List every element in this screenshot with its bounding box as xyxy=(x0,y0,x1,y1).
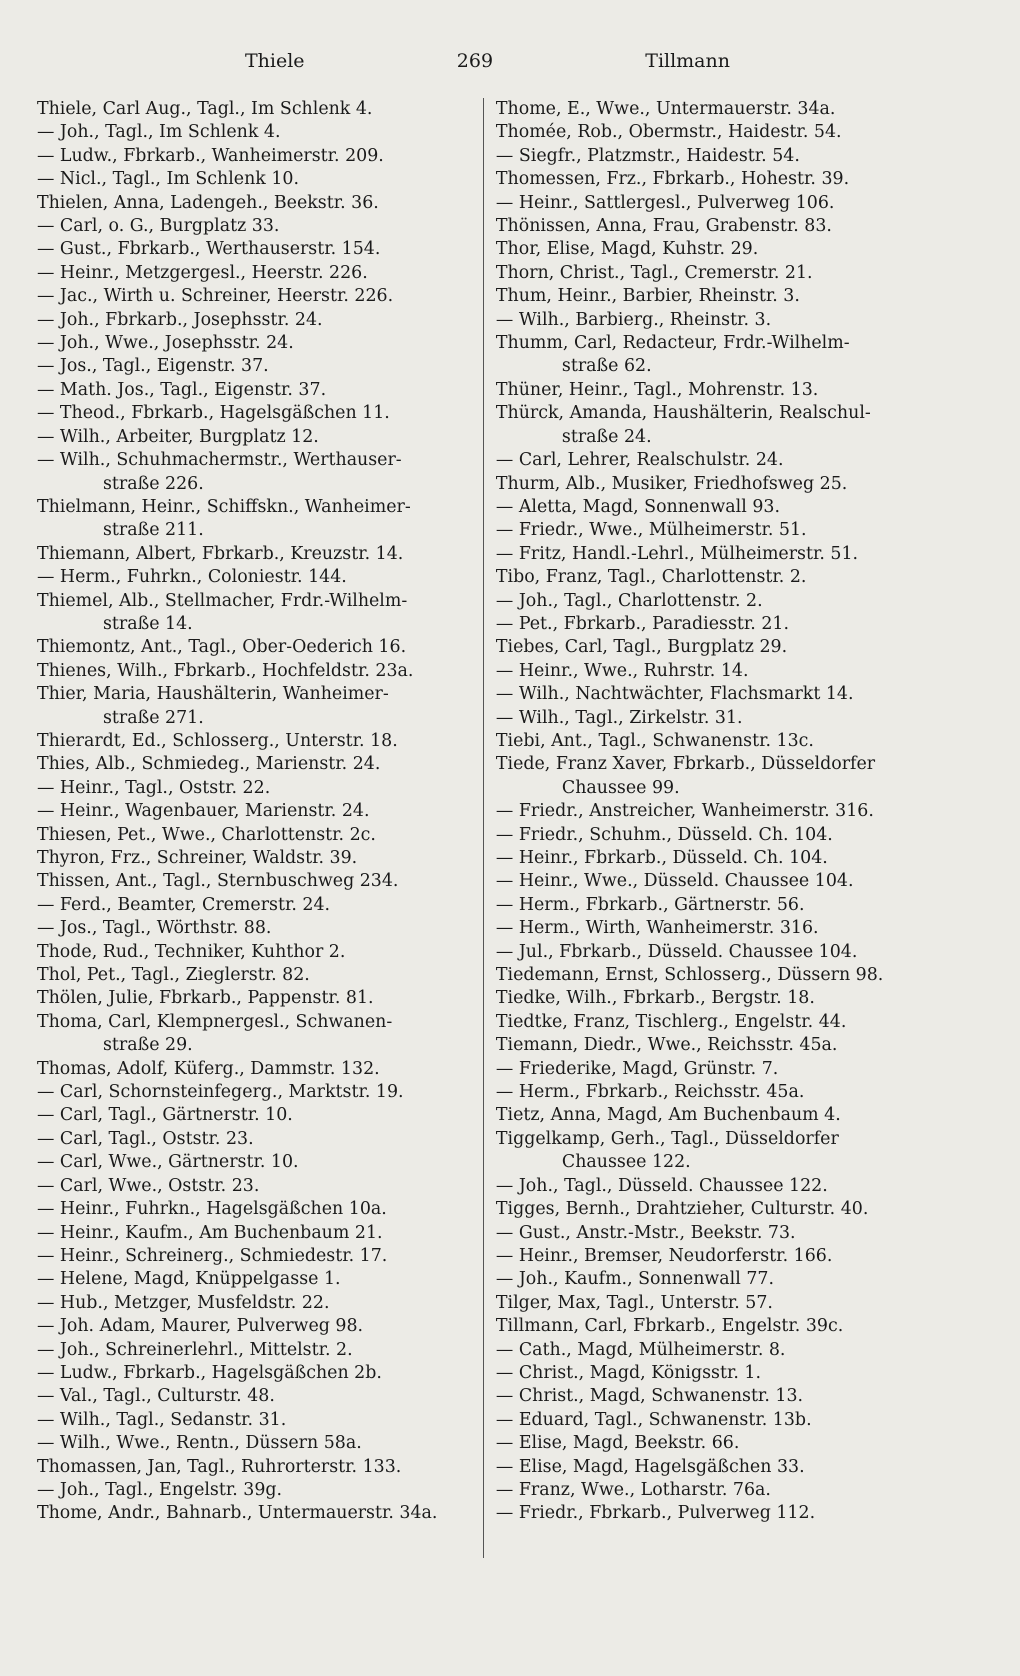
entry-text: — Nicl., Tagl., Im Schlenk 10. xyxy=(37,169,299,190)
directory-entry xyxy=(37,730,473,753)
entry-text: Tillmann, Carl, Fbrkarb., Engelstr. 39c. xyxy=(495,1316,844,1337)
directory-entry xyxy=(496,870,927,893)
entry-text: — Wilh., Arbeiter, Burgplatz 12. xyxy=(37,426,319,447)
directory-entry xyxy=(37,800,473,823)
directory-entry xyxy=(496,683,927,706)
entry-text: — Christ., Magd, Königsstr. 1. xyxy=(495,1362,761,1383)
entry-text: — Val., Tagl., Culturstr. 48. xyxy=(37,1386,275,1407)
directory-entry xyxy=(496,262,927,285)
left-column xyxy=(37,98,484,1558)
entry-text: — Elise, Magd, Beekstr. 66. xyxy=(495,1433,740,1454)
entry-text: Thienes, Wilh., Fbrkarb., Hochfeldstr. 23a. xyxy=(37,660,414,681)
directory-entry xyxy=(496,1432,927,1455)
entry-text: — Ferd., Beamter, Cremerstr. 24. xyxy=(37,894,331,915)
directory-entry xyxy=(496,449,927,472)
directory-entry xyxy=(37,870,473,893)
entry-text: — Joh., Wwe., Josephsstr. 24. xyxy=(37,333,294,354)
directory-entry xyxy=(37,238,473,261)
directory-entry xyxy=(496,519,927,542)
entry-text: — Hub., Metzger, Musfeldstr. 22. xyxy=(37,1292,330,1313)
directory-entry xyxy=(496,1058,927,1081)
entry-text: — Friedr., Schuhm., Düsseld. Ch. 104. xyxy=(495,824,833,845)
directory-entry xyxy=(37,309,473,332)
entry-text: Thiemann, Albert, Fbrkarb., Kreuzstr. 14. xyxy=(37,543,404,564)
directory-entry xyxy=(496,1245,927,1268)
directory-entry xyxy=(37,1175,473,1198)
entry-text: Thiemel, Alb., Stellmacher, Frdr.-Wilhelm- xyxy=(37,590,408,611)
entry-text: — Joh., Tagl., Im Schlenk 4. xyxy=(37,122,281,143)
entry-text: Thumm, Carl, Redacteur, Frdr.-Wilhelm- xyxy=(495,333,850,354)
directory-entry xyxy=(496,332,927,379)
directory-entry xyxy=(37,824,473,847)
directory-entry xyxy=(37,636,473,659)
directory-entry xyxy=(37,941,473,964)
directory-entry xyxy=(496,543,927,566)
directory-entry xyxy=(496,121,927,144)
entry-text: — Wilh., Schuhmachermstr., Werthauser- xyxy=(37,450,402,471)
entry-text: — Joh., Schreinerlehrl., Mittelstr. 2. xyxy=(37,1339,353,1360)
entry-text: Thomessen, Frz., Fbrkarb., Hohestr. 39. xyxy=(495,169,850,190)
directory-entry xyxy=(37,355,473,378)
directory-entry xyxy=(496,1034,927,1057)
entry-continuation: straße 226. xyxy=(103,473,204,494)
entry-text: Tiedtke, Franz, Tischlerg., Engelstr. 44. xyxy=(495,1011,847,1032)
entry-text: Thielen, Anna, Ladengeh., Beekstr. 36. xyxy=(37,192,379,213)
directory-entry xyxy=(37,1011,473,1058)
directory-entry xyxy=(37,590,473,637)
entry-text: — Aletta, Magd, Sonnenwall 93. xyxy=(495,496,780,517)
directory-entry xyxy=(496,1456,927,1479)
directory-entry xyxy=(37,1198,473,1221)
directory-entry xyxy=(37,1432,473,1455)
entry-text: — Carl, Wwe., Gärtnerstr. 10. xyxy=(37,1152,299,1173)
directory-entry xyxy=(496,1104,927,1127)
directory-entry xyxy=(37,1268,473,1291)
directory-entry xyxy=(37,1315,473,1338)
entry-text: Thum, Heinr., Barbier, Rheinstr. 3. xyxy=(495,286,800,307)
entry-text: — Jos., Tagl., Wörthstr. 88. xyxy=(37,918,272,939)
directory-entry xyxy=(496,566,927,589)
entry-text: — Herm., Fbrkarb., Reichsstr. 45a. xyxy=(495,1082,805,1103)
directory-entry xyxy=(37,847,473,870)
entry-text: — Joh., Fbrkarb., Josephsstr. 24. xyxy=(37,309,323,330)
entry-text: — Joh., Tagl., Charlottenstr. 2. xyxy=(495,590,763,611)
directory-entry xyxy=(37,402,473,425)
directory-entry xyxy=(496,824,927,847)
directory-entry xyxy=(496,1268,927,1291)
directory-entry xyxy=(496,1502,927,1525)
directory-entry xyxy=(496,1362,927,1385)
entry-text: — Jos., Tagl., Eigenstr. 37. xyxy=(37,356,269,377)
entry-text: — Joh., Tagl., Düsseld. Chaussee 122. xyxy=(495,1175,828,1196)
directory-entry xyxy=(496,964,927,987)
entry-text: Thomassen, Jan, Tagl., Ruhrorterstr. 133. xyxy=(37,1456,402,1477)
directory-entry xyxy=(496,1222,927,1245)
entry-text: — Herm., Fbrkarb., Gärtnerstr. 56. xyxy=(495,894,805,915)
entry-text: Thoma, Carl, Klempnergesl., Schwanen- xyxy=(37,1011,393,1032)
entry-text: Tiemann, Diedr., Wwe., Reichsstr. 45a. xyxy=(495,1035,838,1056)
directory-entry xyxy=(496,1339,927,1362)
entry-continuation: straße 271. xyxy=(103,707,204,728)
entry-text: — Wilh., Barbierg., Rheinstr. 3. xyxy=(495,309,772,330)
entry-text: — Carl, o. G., Burgplatz 33. xyxy=(37,216,280,237)
entry-text: — Heinr., Tagl., Oststr. 22. xyxy=(37,777,271,798)
directory-entry xyxy=(496,800,927,823)
directory-entry xyxy=(37,1385,473,1408)
entry-text: Thönissen, Anna, Frau, Grabenstr. 83. xyxy=(495,216,832,237)
entry-text: Thielmann, Heinr., Schiffskn., Wanheimer- xyxy=(37,496,411,517)
directory-entry xyxy=(37,964,473,987)
entry-text: Thome, E., Wwe., Untermauerstr. 34a. xyxy=(495,99,836,119)
entry-text: Tiggelkamp, Gerh., Tagl., Düsseldorfer xyxy=(495,1128,839,1149)
directory-entry xyxy=(496,941,927,964)
entry-text: — Heinr., Kaufm., Am Buchenbaum 21. xyxy=(37,1222,383,1243)
entry-text: — Heinr., Metzgergesl., Heerstr. 226. xyxy=(37,262,368,283)
entry-text: — Ludw., Fbrkarb., Hagelsgäßchen 2b. xyxy=(37,1362,382,1383)
entry-continuation: straße 29. xyxy=(103,1035,193,1056)
entry-text: Thiemontz, Ant., Tagl., Ober-Oederich 16. xyxy=(37,637,407,658)
entry-text: Tiede, Franz Xaver, Fbrkarb., Düsseldorfer xyxy=(495,754,876,775)
entry-text: — Math. Jos., Tagl., Eigenstr. 37. xyxy=(37,379,327,400)
directory-entry xyxy=(496,707,927,730)
page-header xyxy=(40,50,730,80)
directory-entry xyxy=(496,1081,927,1104)
right-column xyxy=(484,98,927,1558)
directory-entry xyxy=(496,192,927,215)
entry-text: — Carl, Lehrer, Realschulstr. 24. xyxy=(495,450,784,471)
entry-text: Thurm, Alb., Musiker, Friedhofsweg 25. xyxy=(495,473,848,494)
directory-entry xyxy=(37,262,473,285)
entry-text: — Fritz, Handl.-Lehrl., Mülheimerstr. 51. xyxy=(495,543,859,564)
directory-entry xyxy=(37,1245,473,1268)
directory-entry xyxy=(496,753,927,800)
entry-text: Tiebes, Carl, Tagl., Burgplatz 29. xyxy=(495,637,788,658)
directory-entry xyxy=(37,121,473,144)
directory-entry xyxy=(37,683,473,730)
directory-entry xyxy=(496,730,927,753)
directory-entry xyxy=(37,1222,473,1245)
directory-entry xyxy=(37,1128,473,1151)
directory-entry xyxy=(496,402,927,449)
entry-continuation: Chaussee 122. xyxy=(561,1152,691,1173)
entry-text: Thol, Pet., Tagl., Zieglerstr. 82. xyxy=(37,965,310,986)
directory-entry xyxy=(496,613,927,636)
directory-entry xyxy=(496,917,927,940)
entry-text: — Heinr., Schreinerg., Schmiedestr. 17. xyxy=(37,1245,388,1266)
entry-continuation: straße 62. xyxy=(561,356,652,377)
entry-text: — Friedr., Fbrkarb., Pulverweg 112. xyxy=(495,1503,816,1524)
entry-text: — Herm., Wirth, Wanheimerstr. 316. xyxy=(495,918,819,939)
entry-text: Tibo, Franz, Tagl., Charlottenstr. 2. xyxy=(495,567,807,588)
entry-text: Thissen, Ant., Tagl., Sternbuschweg 234. xyxy=(37,871,399,892)
entry-text: — Theod., Fbrkarb., Hagelsgäßchen 11. xyxy=(37,403,390,424)
entry-text: Thorn, Christ., Tagl., Cremerstr. 21. xyxy=(495,262,813,283)
directory-entry xyxy=(37,1479,473,1502)
directory-entry xyxy=(37,449,473,496)
directory-entry xyxy=(37,660,473,683)
entry-text: — Eduard, Tagl., Schwanenstr. 13b. xyxy=(495,1409,812,1430)
directory-entry xyxy=(37,1081,473,1104)
directory-entry xyxy=(37,379,473,402)
entry-continuation: straße 24. xyxy=(561,426,652,447)
entry-text: — Joh., Tagl., Engelstr. 39g. xyxy=(37,1479,283,1500)
entry-text: Thier, Maria, Haushälterin, Wanheimer- xyxy=(37,684,389,705)
entry-text: — Franz, Wwe., Lotharstr. 76a. xyxy=(495,1479,771,1500)
entry-text: Thierardt, Ed., Schlosserg., Unterstr. 18. xyxy=(37,730,398,751)
directory-entry xyxy=(496,636,927,659)
entry-text: — Herm., Fuhrkn., Coloniestr. 144. xyxy=(37,567,347,588)
entry-text: — Heinr., Wwe., Düsseld. Chaussee 104. xyxy=(495,871,854,892)
directory-entry xyxy=(496,1479,927,1502)
entry-text: — Cath., Magd, Mülheimerstr. 8. xyxy=(495,1339,786,1360)
entry-text: — Heinr., Sattlergesl., Pulverweg 106. xyxy=(495,192,835,213)
entry-text: — Carl, Tagl., Oststr. 23. xyxy=(37,1128,254,1149)
directory-entry xyxy=(37,1502,473,1525)
directory-entry xyxy=(37,777,473,800)
directory-entry xyxy=(496,285,927,308)
directory-entry xyxy=(37,168,473,191)
directory-entry xyxy=(37,566,473,589)
entry-text: Thomas, Adolf, Küferg., Dammstr. 132. xyxy=(37,1058,380,1079)
entry-text: Thiele, Carl Aug., Tagl., Im Schlenk 4. xyxy=(37,99,373,119)
entry-text: — Wilh., Tagl., Sedanstr. 31. xyxy=(37,1409,287,1430)
entry-text: — Heinr., Fbrkarb., Düsseld. Ch. 104. xyxy=(495,848,828,868)
directory-entry xyxy=(37,285,473,308)
entry-continuation: Chaussee 99. xyxy=(561,777,680,798)
entry-text: Thies, Alb., Schmiedeg., Marienstr. 24. xyxy=(37,754,381,775)
directory-entry xyxy=(496,1011,927,1034)
directory-entry xyxy=(496,1128,927,1175)
directory-entry xyxy=(496,168,927,191)
entry-text: — Carl, Wwe., Oststr. 23. xyxy=(37,1175,260,1196)
directory-columns xyxy=(37,98,927,1558)
directory-entry xyxy=(37,1339,473,1362)
entry-text: Thode, Rud., Techniker, Kuhthor 2. xyxy=(37,941,346,962)
entry-text: Thor, Elise, Magd, Kuhstr. 29. xyxy=(495,239,759,260)
directory-entry xyxy=(496,1409,927,1432)
entry-text: Thüner, Heinr., Tagl., Mohrenstr. 13. xyxy=(495,379,819,400)
directory-entry xyxy=(496,1175,927,1198)
directory-entry xyxy=(496,847,927,870)
entry-text: — Joh., Kaufm., Sonnenwall 77. xyxy=(495,1269,774,1290)
directory-entry xyxy=(496,98,927,121)
directory-entry xyxy=(37,426,473,449)
header-left-name: Thiele xyxy=(245,50,305,72)
header-right-name: Tillmann xyxy=(645,50,730,72)
entry-text: Thome, Andr., Bahnarb., Untermauerstr. 34a. xyxy=(37,1503,438,1524)
directory-entry xyxy=(37,1362,473,1385)
entry-text: Tietz, Anna, Magd, Am Buchenbaum 4. xyxy=(495,1105,841,1126)
directory-entry xyxy=(37,1456,473,1479)
entry-text: Thomée, Rob., Obermstr., Haidestr. 54. xyxy=(495,122,842,143)
entry-text: — Carl, Tagl., Gärtnerstr. 10. xyxy=(37,1105,293,1126)
entry-text: — Elise, Magd, Hagelsgäßchen 33. xyxy=(495,1456,805,1477)
directory-entry xyxy=(37,987,473,1010)
directory-entry xyxy=(37,192,473,215)
entry-text: — Friedr., Anstreicher, Wanheimerstr. 316. xyxy=(495,801,874,822)
directory-entry xyxy=(496,987,927,1010)
entry-text: — Gust., Fbrkarb., Werthauserstr. 154. xyxy=(37,239,381,260)
directory-entry xyxy=(496,496,927,519)
entry-text: — Jul., Fbrkarb., Düsseld. Chaussee 104. xyxy=(495,941,858,962)
directory-entry xyxy=(37,1409,473,1432)
entry-continuation: straße 211. xyxy=(103,520,204,541)
directory-entry xyxy=(496,473,927,496)
directory-entry xyxy=(496,660,927,683)
directory-entry xyxy=(37,753,473,776)
page-number: 269 xyxy=(456,50,494,72)
directory-entry xyxy=(496,215,927,238)
directory-entry xyxy=(37,496,473,543)
entry-text: Tiebi, Ant., Tagl., Schwanenstr. 13c. xyxy=(495,730,814,751)
entry-text: Tiedemann, Ernst, Schlosserg., Düssern 98. xyxy=(495,965,884,986)
entry-text: Thiesen, Pet., Wwe., Charlottenstr. 2c. xyxy=(37,824,376,845)
directory-entry xyxy=(496,894,927,917)
directory-entry xyxy=(496,1385,927,1408)
entry-text: — Carl, Schornsteinfegerg., Marktstr. 19. xyxy=(37,1082,404,1103)
entry-text: Thölen, Julie, Fbrkarb., Pappenstr. 81. xyxy=(37,988,374,1009)
entry-text: Tiedke, Wilh., Fbrkarb., Bergstr. 18. xyxy=(495,988,815,1009)
entry-text: Thürck, Amanda, Haushälterin, Realschul- xyxy=(495,403,871,424)
entry-text: Tilger, Max, Tagl., Unterstr. 57. xyxy=(495,1292,773,1313)
directory-entry xyxy=(496,1198,927,1221)
entry-text: — Gust., Anstr.-Mstr., Beekstr. 73. xyxy=(495,1222,796,1243)
entry-text: — Jac., Wirth u. Schreiner, Heerstr. 226. xyxy=(37,286,394,307)
entry-text: — Wilh., Nachtwächter, Flachsmarkt 14. xyxy=(495,684,854,705)
directory-entry xyxy=(37,543,473,566)
entry-text: — Heinr., Wagenbauer, Marienstr. 24. xyxy=(37,801,370,822)
directory-entry xyxy=(37,332,473,355)
directory-entry xyxy=(496,309,927,332)
entry-text: — Pet., Fbrkarb., Paradiesstr. 21. xyxy=(495,613,789,634)
directory-entry xyxy=(37,917,473,940)
directory-entry xyxy=(37,1104,473,1127)
entry-text: — Joh. Adam, Maurer, Pulverweg 98. xyxy=(37,1316,364,1337)
directory-entry xyxy=(37,98,473,121)
entry-text: — Siegfr., Platzmstr., Haidestr. 54. xyxy=(495,145,800,166)
entry-continuation: straße 14. xyxy=(103,613,193,634)
entry-text: Thyron, Frz., Schreiner, Waldstr. 39. xyxy=(37,848,358,868)
entry-text: — Helene, Magd, Knüppelgasse 1. xyxy=(37,1269,341,1290)
entry-text: Tigges, Bernh., Drahtzieher, Culturstr. 40. xyxy=(495,1199,869,1220)
directory-entry xyxy=(496,590,927,613)
directory-entry xyxy=(37,1151,473,1174)
entry-text: — Wilh., Tagl., Zirkelstr. 31. xyxy=(495,707,743,728)
entry-text: — Wilh., Wwe., Rentn., Düssern 58a. xyxy=(37,1433,362,1454)
directory-entry xyxy=(37,1292,473,1315)
entry-text: — Heinr., Wwe., Ruhrstr. 14. xyxy=(495,660,749,681)
directory-entry xyxy=(496,1292,927,1315)
directory-entry xyxy=(37,1058,473,1081)
directory-entry xyxy=(37,894,473,917)
directory-entry xyxy=(496,238,927,261)
entry-text: — Christ., Magd, Schwanenstr. 13. xyxy=(495,1386,804,1407)
directory-entry xyxy=(37,145,473,168)
entry-text: — Friedr., Wwe., Mülheimerstr. 51. xyxy=(495,520,807,541)
entry-text: — Ludw., Fbrkarb., Wanheimerstr. 209. xyxy=(37,145,384,166)
directory-entry xyxy=(496,1315,927,1338)
entry-text: — Friederike, Magd, Grünstr. 7. xyxy=(495,1058,779,1079)
directory-entry xyxy=(37,215,473,238)
entry-text: — Heinr., Bremser, Neudorferstr. 166. xyxy=(495,1245,833,1266)
directory-entry xyxy=(496,379,927,402)
directory-entry xyxy=(496,145,927,168)
entry-text: — Heinr., Fuhrkn., Hagelsgäßchen 10a. xyxy=(37,1199,387,1220)
